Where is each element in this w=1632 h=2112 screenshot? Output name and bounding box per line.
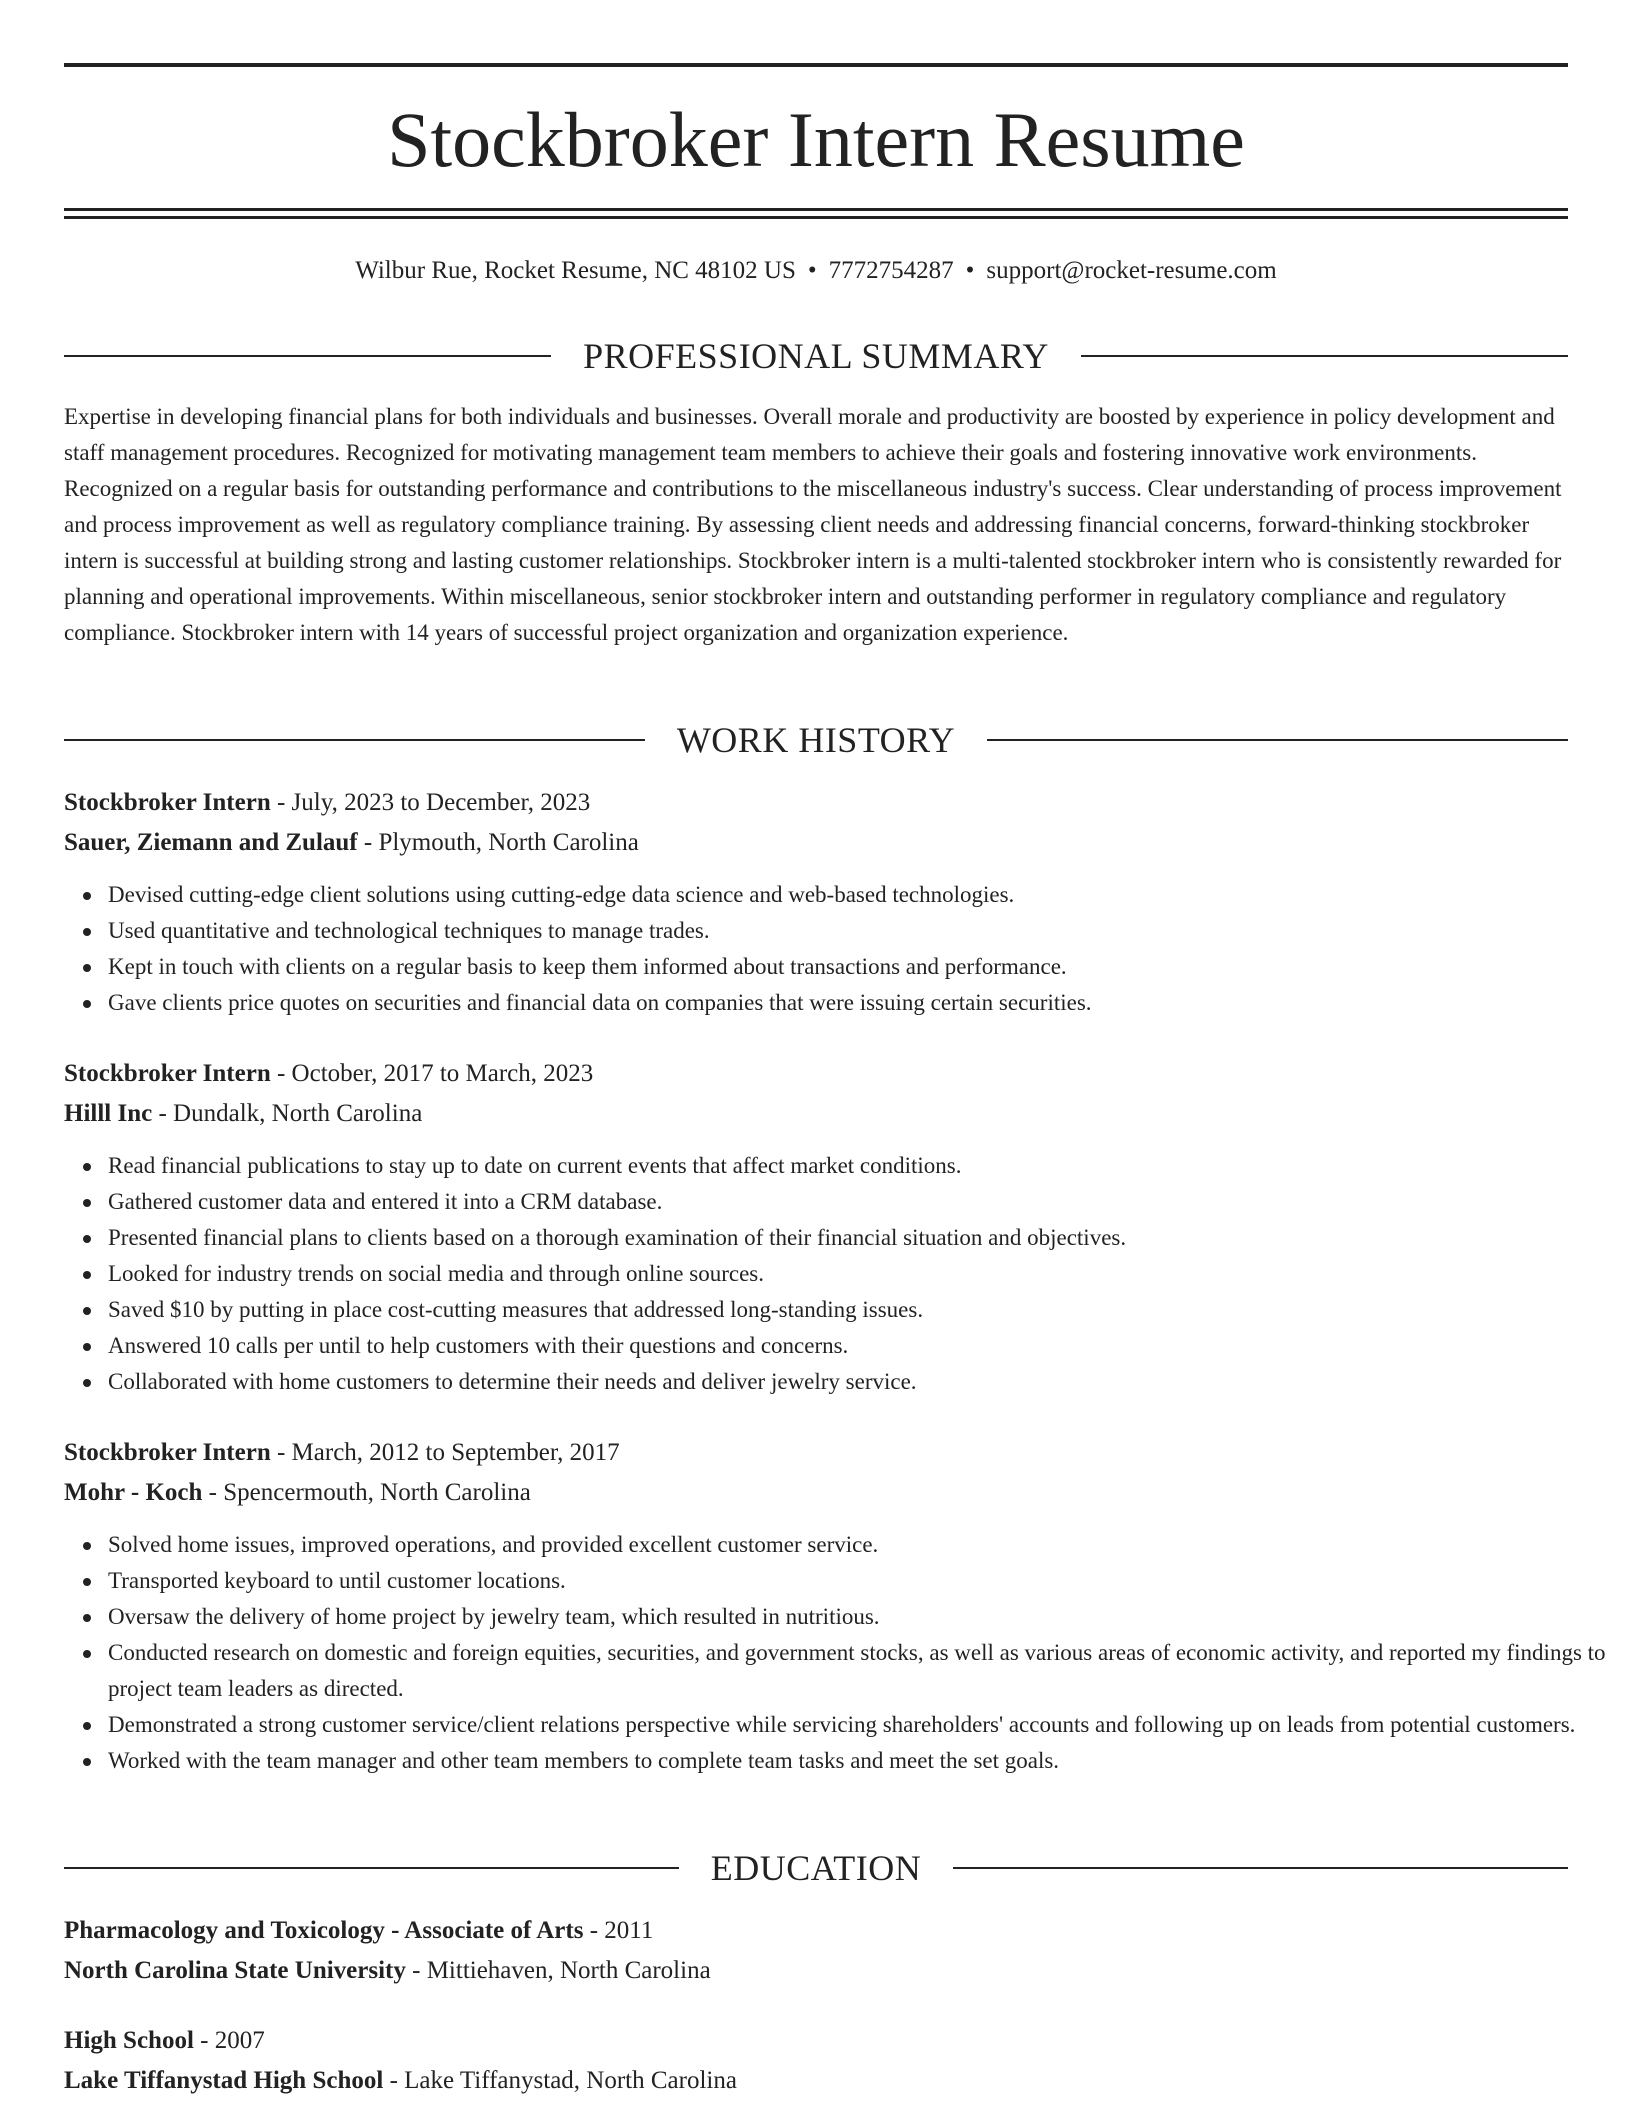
job-dates: - March, 2012 to September, 2017 bbox=[270, 1439, 620, 1466]
education-degree: Pharmacology and Toxicology - Associate of Arts bbox=[64, 1917, 584, 1944]
list-item: Worked with the team manager and other team members to complete team tasks and meet the set goals. bbox=[108, 1743, 1612, 1779]
page-title: Stockbroker Intern Resume bbox=[387, 96, 1245, 183]
list-item: Gathered customer data and entered it into a CRM database. bbox=[108, 1184, 1612, 1220]
list-item: Read financial publications to stay up to date on current events that affect market conditions. bbox=[108, 1148, 1612, 1184]
heading-divider bbox=[64, 1867, 679, 1869]
list-item: Solved home issues, improved operations, and provided excellent customer service. bbox=[108, 1527, 1612, 1563]
job-company-line bbox=[64, 826, 1568, 860]
list-item: Used quantitative and technological techniques to manage trades. bbox=[108, 913, 1612, 949]
list-item: Gave clients price quotes on securities and financial data on companies that were issuing certain securities. bbox=[108, 985, 1612, 1021]
heading-divider bbox=[64, 355, 551, 357]
section-title: PROFESSIONAL SUMMARY bbox=[583, 336, 1049, 376]
education-school-line bbox=[64, 2064, 1568, 2098]
education-location: - Mittiehaven, North Carolina bbox=[405, 1957, 711, 1984]
section-title: WORK HISTORY bbox=[676, 720, 956, 760]
job-title-line bbox=[64, 1057, 1568, 1091]
list-item: Presented financial plans to clients based on a thorough examination of their financial situation and objectives. bbox=[108, 1220, 1612, 1256]
heading-divider bbox=[64, 739, 645, 741]
contact-phone: 7772754287 bbox=[828, 257, 954, 284]
education-degree-line bbox=[64, 2024, 1568, 2058]
list-item: Answered 10 calls per until to help customers with their questions and concerns. bbox=[108, 1328, 1612, 1364]
job-location: - Dundalk, North Carolina bbox=[152, 1100, 423, 1127]
job-company-line bbox=[64, 1097, 1568, 1131]
education-degree: High School bbox=[64, 2027, 194, 2054]
contact-separator: • bbox=[965, 257, 975, 284]
list-item: Collaborated with home customers to determine their needs and deliver jewelry service. bbox=[108, 1364, 1612, 1400]
education-school: North Carolina State University bbox=[64, 1957, 406, 1984]
education-year: - 2007 bbox=[193, 2027, 265, 2054]
job-title: Stockbroker Intern bbox=[64, 789, 271, 816]
section-heading-education bbox=[64, 1845, 1568, 1891]
contact-email: support@rocket-resume.com bbox=[986, 257, 1277, 284]
job-bullets bbox=[64, 1148, 1612, 1400]
job-dates: - October, 2017 to March, 2023 bbox=[270, 1060, 594, 1087]
contact-line bbox=[64, 254, 1568, 288]
job-dates: - July, 2023 to December, 2023 bbox=[270, 789, 591, 816]
education-location: - Lake Tiffanystad, North Carolina bbox=[383, 2067, 737, 2094]
list-item: Looked for industry trends on social media and through online sources. bbox=[108, 1256, 1612, 1292]
job-company: Hilll Inc bbox=[64, 1100, 153, 1127]
job-bullets bbox=[64, 1527, 1612, 1779]
education-degree-line bbox=[64, 1914, 1568, 1948]
job-bullets bbox=[64, 877, 1612, 1021]
list-item: Conducted research on domestic and foreign equities, securities, and government stocks, as well as various areas of economic activity, and reported my findings to project team leaders as directed. bbox=[108, 1635, 1612, 1707]
section-heading-work bbox=[64, 717, 1568, 763]
job-company-line bbox=[64, 1476, 1568, 1510]
education-year: - 2011 bbox=[583, 1917, 654, 1944]
job-title: Stockbroker Intern bbox=[64, 1060, 271, 1087]
job-title: Stockbroker Intern bbox=[64, 1439, 271, 1466]
education-school-line bbox=[64, 1954, 1568, 1988]
list-item: Devised cutting-edge client solutions using cutting-edge data science and web-based technologies. bbox=[108, 877, 1612, 913]
contact-address: Wilbur Rue, Rocket Resume, NC 48102 US bbox=[355, 257, 796, 284]
education-school: Lake Tiffanystad High School bbox=[64, 2067, 384, 2094]
section-title: EDUCATION bbox=[710, 1848, 922, 1888]
heading-divider bbox=[987, 739, 1568, 741]
list-item: Oversaw the delivery of home project by jewelry team, which resulted in nutritious. bbox=[108, 1599, 1612, 1635]
list-item: Demonstrated a strong customer service/client relations perspective while servicing shareholders' accounts and following up on leads from potential customers. bbox=[108, 1707, 1612, 1743]
contact-separator: • bbox=[807, 257, 817, 284]
job-company: Sauer, Ziemann and Zulauf bbox=[64, 829, 358, 856]
section-heading-summary bbox=[64, 333, 1568, 379]
job-location: - Spencermouth, North Carolina bbox=[202, 1479, 531, 1506]
heading-divider bbox=[953, 1867, 1568, 1869]
heading-divider bbox=[1081, 355, 1568, 357]
list-item: Saved $10 by putting in place cost-cutting measures that addressed long-standing issues. bbox=[108, 1292, 1612, 1328]
header-top-rule bbox=[64, 63, 1568, 67]
summary-text: Expertise in developing financial plans for both individuals and businesses. Overall morale and productivity are boosted by experience in policy development and staff management procedures. Recognized for motivating management team members to achieve their goals and fostering innovative work environments. Recognized on a regular basis for outstanding performance and contributions to the miscellaneous industry's success. Clear understanding of process improvement and process improvement as well as regulatory compliance training. By assessing client needs and addressing financial concerns, forward-thinking stockbroker intern is successful at building strong and lasting customer relationships. Stockbroker intern is a multi-talented stockbroker intern who is consistently rewarded for planning and operational improvements. Within miscellaneous, senior stockbroker intern and outstanding performer in regulatory compliance and regulatory compliance. Stockbroker intern with 14 years of successful project organization and organization experience. bbox=[64, 404, 1562, 645]
job-location: - Plymouth, North Carolina bbox=[357, 829, 639, 856]
list-item: Kept in touch with clients on a regular basis to keep them informed about transactions and performance. bbox=[108, 949, 1612, 985]
job-company: Mohr - Koch bbox=[64, 1479, 203, 1506]
header-bottom-rule-2 bbox=[64, 216, 1568, 219]
job-title-line bbox=[64, 786, 1568, 820]
list-item: Transported keyboard to until customer locations. bbox=[108, 1563, 1612, 1599]
header-bottom-rule bbox=[64, 208, 1568, 211]
job-title-line bbox=[64, 1436, 1568, 1470]
